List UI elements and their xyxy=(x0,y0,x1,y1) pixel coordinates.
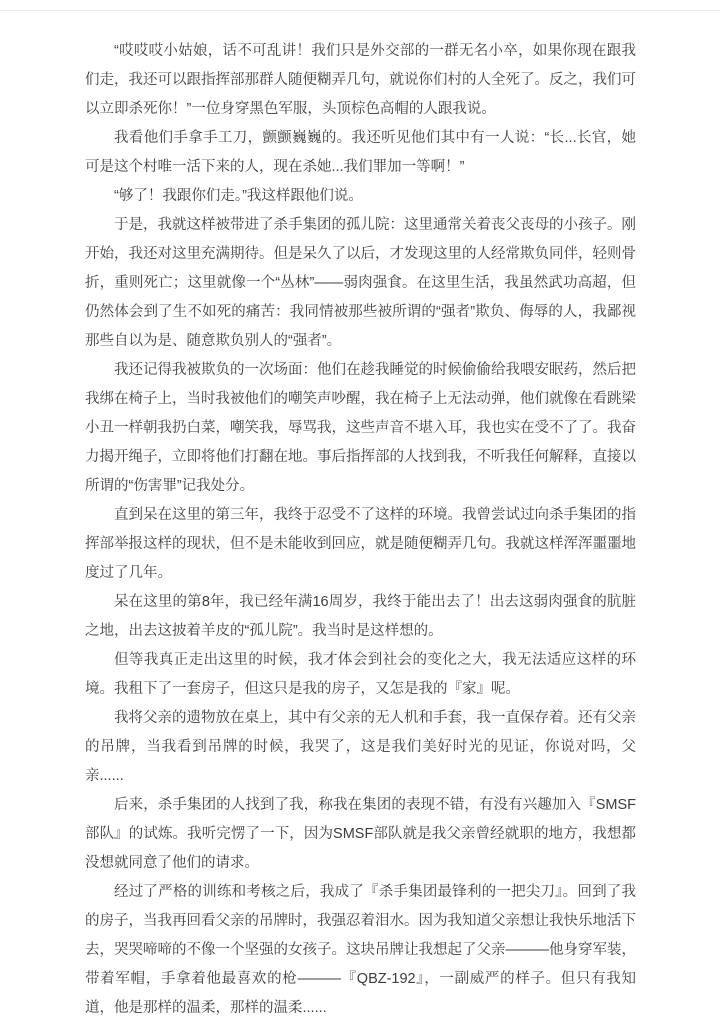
paragraph: “够了！我跟你们走。”我这样跟他们说。 xyxy=(114,188,363,204)
paragraph: 我还记得我被欺负的一次场面：他们在趁我睡觉的时候偷偷给我喂安眠药，然后把我绑在椅子上，当时我被他们的嘲笑声吵醒，我在椅子上无法动弹，他们就像在看跳梁小丑一样朝我扔白菜，嘲笑我，辱骂我，这些声音不堪入耳，我也实在受不了了。我奋力揭开绳子，立即将他们打翻在地。事后指挥部的人找到我，不听我任何解释，直接以所谓的“伤害罪”记我处分。 xyxy=(85,362,636,494)
document-body xyxy=(85,37,636,1023)
paragraph: 于是，我就这样被带进了杀手集团的孤儿院：这里通常关着丧父丧母的小孩子。刚开始，我还对这里充满期待。但是呆久了以后，才发现这里的人经常欺负同伴，轻则骨折，重则死亡；这里就像一个“丛林”——弱肉强食。在这里生活，我虽然武功高超，但仍然体会到了生不如死的痛苦：我同情被那些被所谓的“强者”欺负、侮辱的人，我鄙视那些自以为是、随意欺负别人的“强者”。 xyxy=(85,217,636,349)
paragraph: 经过了严格的训练和考核之后，我成了『杀手集团最锋利的一把尖刀』。回到了我的房子，当我再回看父亲的吊牌时，我强忍着泪水。因为我知道父亲想让我快乐地活下去，哭哭啼啼的不像一个坚强的女孩子。这块吊牌让我想起了父亲———他身穿军装，带着军帽，手拿着他最喜欢的枪———『QBZ-192』，一副威严的样子。但只有我知道，他是那样的温柔，那样的温柔...... xyxy=(85,884,636,1016)
paragraph: 直到呆在这里的第三年，我终于忍受不了这样的环境。我曾尝试过向杀手集团的指挥部举报这样的现状，但不是未能收到回应，就是随便糊弄几句。我就这样浑浑噩噩地度过了几年。 xyxy=(85,507,636,581)
paragraph: 但等我真正走出这里的时候，我才体会到社会的变化之大，我无法适应这样的环境。我租下了一套房子，但这只是我的房子，又怎是我的『家』呢。 xyxy=(85,652,636,697)
paragraph: 我将父亲的遗物放在桌上，其中有父亲的无人机和手套，我一直保存着。还有父亲的吊牌，当我看到吊牌的时候，我哭了，这是我们美好时光的见证，你说对吗，父亲...... xyxy=(85,710,636,784)
paragraph: 呆在这里的第8年，我已经年满16周岁，我终于能出去了！出去这弱肉强食的肮脏之地，出去这披着羊皮的“孤儿院”。我当时是这样想的。 xyxy=(85,594,636,639)
paragraph: 我看他们手拿手工刀，颤颤巍巍的。我还听见他们其中有一人说：“长...长官，她可是这个村唯一活下来的人，现在杀她...我们罪加一等啊！” xyxy=(85,130,636,175)
paragraph: “哎哎哎小姑娘，话不可乱讲！我们只是外交部的一群无名小卒，如果你现在跟我们走，我还可以跟指挥部那群人随便糊弄几句，就说你们村的人全死了。反之，我们可以立即杀死你！”一位身穿黑色军服，头顶棕色高帽的人跟我说。 xyxy=(85,43,636,117)
page-top-border xyxy=(0,10,720,11)
paragraph: 后来，杀手集团的人找到了我，称我在集团的表现不错，有没有兴趣加入『SMSF部队』的试炼。我听完愣了一下，因为SMSF部队就是我父亲曾经就职的地方，我想都没想就同意了他们的请求。 xyxy=(85,797,636,871)
